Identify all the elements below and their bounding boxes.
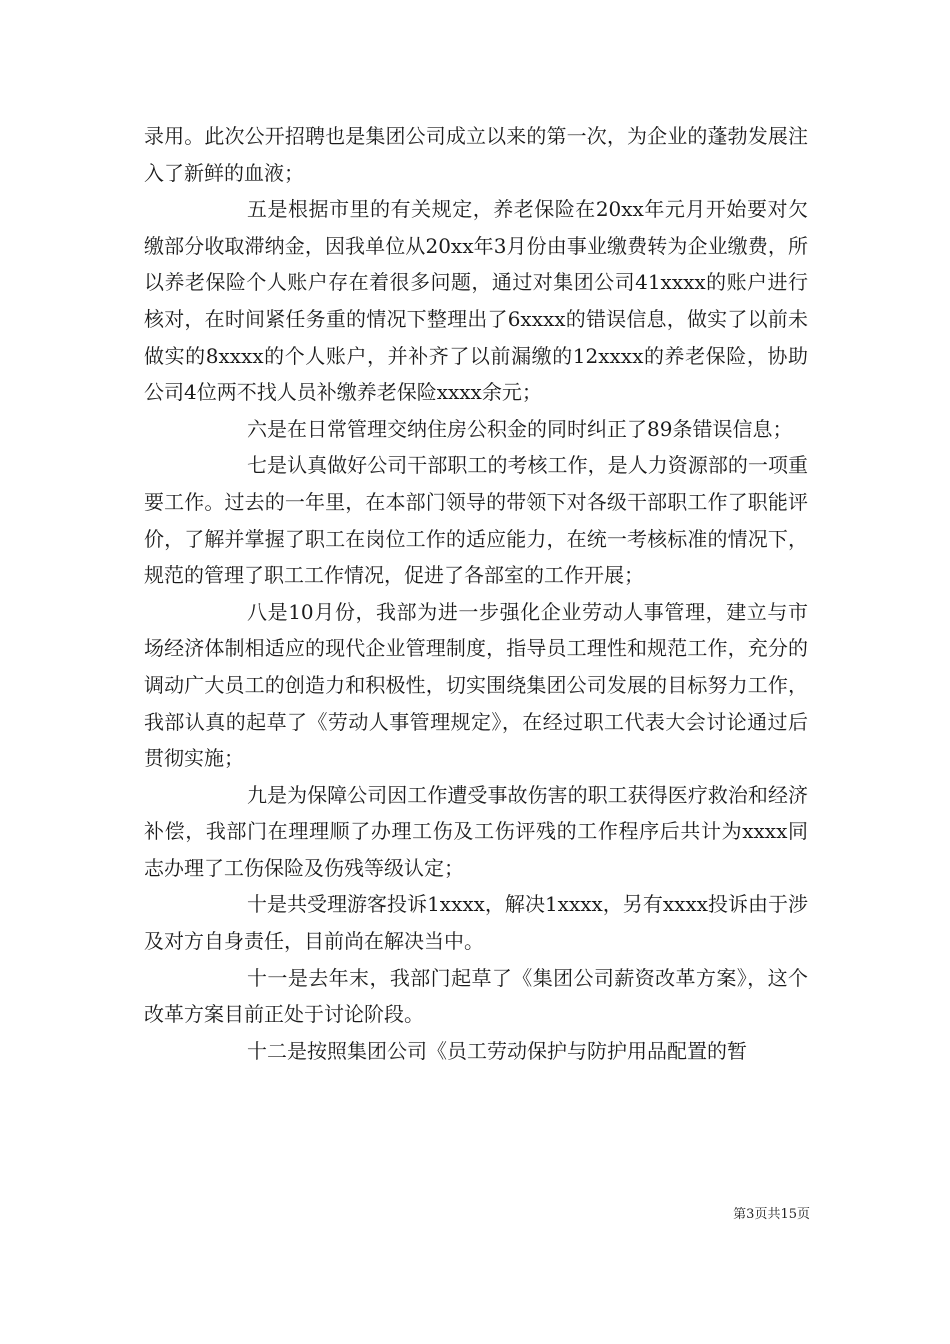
document-body bbox=[144, 118, 808, 1069]
page-number-footer: 第3页共15页 bbox=[733, 1207, 810, 1222]
paragraph-1: 录用。此次公开招聘也是集团公司成立以来的第一次，为企业的蓬勃发展注入了新鲜的血液； bbox=[144, 124, 808, 185]
paragraph-4: 七是认真做好公司干部职工的考核工作，是人力资源部的一项重要工作。过去的一年里，在本部门领导的带领下对各级干部职工作了职能评价，了解并掌握了职工在岗位工作的适应能力，在统一考核标准的情况下，规范的管理了职工工作情况，促进了各部室的工作开展； bbox=[144, 453, 808, 588]
paragraph-7: 十是共受理游客投诉1xxxx，解决1xxxx，另有xxxx投诉由于涉及对方自身责任，目前尚在解决当中。 bbox=[144, 892, 808, 954]
paragraph-6: 九是为保障公司因工作遭受事故伤害的职工获得医疗救治和经济补偿，我部门在理理顺了办理工伤及工伤评残的工作程序后共计为xxxx同志办理了工伤保险及伤残等级认定； bbox=[144, 782, 808, 880]
paragraph-9: 十二是按照集团公司《员工劳动保护与防护用品配置的暂 bbox=[247, 1038, 747, 1063]
paragraph-8: 十一是去年末，我部门起草了《集团公司薪资改革方案》，这个改革方案目前正处于讨论阶段。 bbox=[144, 965, 808, 1027]
paragraph-2: 五是根据市里的有关规定，养老保险在20xx年元月开始要对欠缴部分收取滞纳金，因我单位从20xx年3月份由事业缴费转为企业缴费，所以养老保险个人账户存在着很多问题，通过对集团公司41xxxx的账户进行核对，在时间紧任务重的情况下整理出了6xxxx的错误信息，做实了以前未做实的8xxxx的个人账户，并补齐了以前漏缴的12xxxx的养老保险，协助公司4位两不找人员补缴养老保险xxxx余元； bbox=[144, 197, 808, 405]
paragraph-5: 八是10月份，我部为进一步强化企业劳动人事管理，建立与市场经济体制相适应的现代企业管理制度，指导员工理性和规范工作，充分的调动广大员工的创造力和积极性，切实围绕集团公司发展的目标努力工作，我部认真的起草了《劳动人事管理规定》，在经过职工代表大会讨论通过后贯彻实施； bbox=[144, 599, 808, 771]
paragraph-3: 六是在日常管理交纳住房公积金的同时纠正了89条错误信息； bbox=[247, 416, 793, 441]
